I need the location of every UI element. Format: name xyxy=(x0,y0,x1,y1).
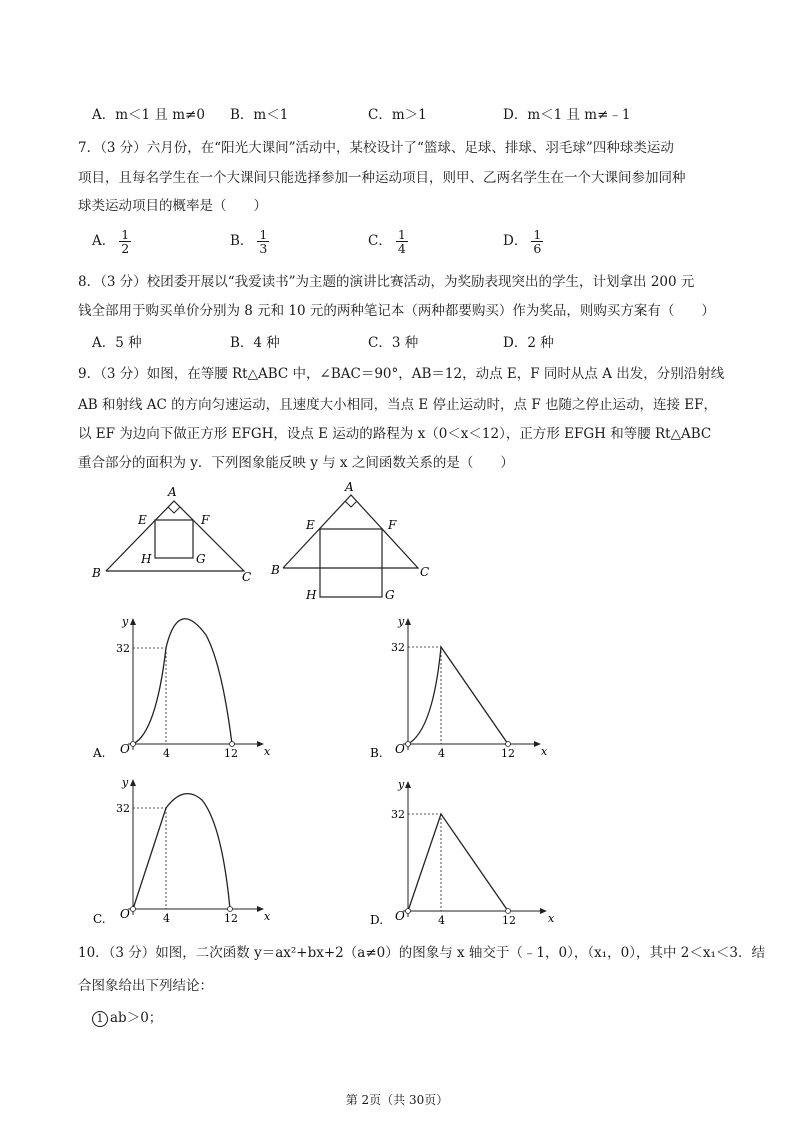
q8-option-a: A．5 种 xyxy=(92,335,142,351)
x-label: x xyxy=(548,912,555,925)
y-tick-32: 32 xyxy=(116,642,130,655)
label-a: A xyxy=(345,480,354,494)
q10-item-1: 1 ab＞0； xyxy=(92,1009,162,1027)
label-a: A xyxy=(168,485,177,499)
label-g: G xyxy=(196,552,206,566)
x-arrow xyxy=(257,906,264,912)
q7-option-d: D． $\frac{1}{6}$ xyxy=(503,227,542,256)
q9-graph-b xyxy=(365,605,555,760)
label-f: F xyxy=(388,518,397,532)
label-g: G xyxy=(385,588,395,602)
label-e: E xyxy=(306,518,315,532)
square-efgh xyxy=(320,529,382,597)
q8-line-1: 8．（3 分）校团委开展以“我爱读书”为主题的演讲比赛活动，为奖励表现突出的学生，计划拿出 200 元 xyxy=(78,274,695,290)
curve xyxy=(408,647,508,744)
origin-label: O xyxy=(120,907,130,921)
y-label: y xyxy=(398,778,405,791)
square-efgh xyxy=(155,520,193,558)
origin-label: O xyxy=(395,909,405,923)
y-tick-32: 32 xyxy=(391,808,405,821)
x-arrow xyxy=(534,741,541,747)
label-b: B xyxy=(92,566,101,580)
q9-line-2: AB 和射线 AC 的方向匀速运动，且速度大小相同，当点 E 停止运动时，点 F 也随之停止运动，连接 EF， xyxy=(78,397,718,413)
q10-line-1: 10．（3 分）如图，二次函数 y＝ax²+bx+2（a≠0）的图象与 x 轴交于（﹣1，0），（x₁，0），其中 2＜x₁＜3．结 xyxy=(78,945,765,961)
origin-label: O xyxy=(395,742,405,756)
x-tick-12: 12 xyxy=(501,747,515,760)
q6-option-d: D．m＜1 且 m≠﹣1 xyxy=(503,107,631,123)
point-origin xyxy=(406,909,411,914)
q7-option-a: A． $\frac{1}{2}$ xyxy=(92,227,130,256)
page-footer: 第 2页（共 30页） xyxy=(345,1093,449,1107)
label-e: E xyxy=(138,513,147,527)
q8-line-2: 钱全部用于购买单价分别为 8 元和 10 元的两种笔记本（两种都要购买）作为奖品，则购买方案有（ ） xyxy=(78,303,715,319)
y-tick-32: 32 xyxy=(391,641,405,654)
q7-line-1: 7．（3 分）六月份，在“阳光大课间”活动中，某校设计了“篮球、足球、排球、羽毛球”四种球类运动 xyxy=(78,140,674,156)
curve xyxy=(133,794,230,909)
option-label-c: C. xyxy=(93,912,106,926)
curve xyxy=(408,814,508,911)
x-tick-12: 12 xyxy=(224,912,238,925)
q8-option-c: C．3 种 xyxy=(368,335,419,351)
x-tick-4: 4 xyxy=(438,747,445,760)
q6-option-a: A．m＜1 且 m≠0 xyxy=(92,107,205,123)
q9-line-3: 以 EF 为边向下做正方形 EFGH，设点 E 运动的路程为 x（0＜x＜12），正方形 EFGH 和等腰 Rt△ABC xyxy=(78,426,712,442)
point-12 xyxy=(506,909,511,914)
q6-option-b: B．m＜1 xyxy=(230,107,289,123)
y-arrow xyxy=(130,618,136,625)
q7-line-3: 球类运动项目的概率是（ ） xyxy=(78,198,267,214)
right-angle-mark xyxy=(168,507,180,513)
y-arrow xyxy=(405,618,411,625)
curve xyxy=(133,619,232,744)
option-label-d: D. xyxy=(370,913,384,927)
origin-label: O xyxy=(120,742,130,756)
label-f: F xyxy=(201,513,210,527)
q9-graph-d xyxy=(365,770,555,925)
q7-line-2: 项目，且每名学生在一个大课间只能选择参加一种运动项目，则甲、乙两名学生在一个大课间参加同种 xyxy=(78,170,686,186)
option-label-a: A. xyxy=(93,746,106,760)
q7-option-c: C． $\frac{1}{4}$ xyxy=(368,227,406,256)
x-arrow xyxy=(257,741,264,747)
label-h: H xyxy=(306,588,317,602)
point-12 xyxy=(506,742,511,747)
x-label: x xyxy=(541,745,548,758)
label-c: C xyxy=(420,565,430,579)
point-12 xyxy=(228,907,233,912)
label-h: H xyxy=(141,552,152,566)
label-c: C xyxy=(242,570,252,584)
q6-option-c: C．m＞1 xyxy=(368,107,427,123)
x-tick-12: 12 xyxy=(224,747,238,760)
q8-option-b: B．4 种 xyxy=(230,335,280,351)
x-tick-12: 12 xyxy=(502,914,516,927)
q9-figure-2 xyxy=(268,480,443,605)
y-label: y xyxy=(398,615,405,628)
q7-option-b: B． $\frac{1}{3}$ xyxy=(230,227,268,256)
x-label: x xyxy=(264,910,271,923)
q8-option-d: D．2 种 xyxy=(503,335,554,351)
q9-line-4: 重合部分的面积为 y．下列图象能反映 y 与 x 之间函数关系的是（ ） xyxy=(78,455,514,471)
point-origin xyxy=(406,742,411,747)
point-origin xyxy=(131,742,136,747)
x-tick-4: 4 xyxy=(438,914,445,927)
y-label: y xyxy=(122,776,129,789)
x-label: x xyxy=(264,745,271,758)
option-label-b: B. xyxy=(370,746,383,760)
y-arrow xyxy=(130,779,136,786)
q9-graph-a xyxy=(88,605,278,760)
q9-graph-c xyxy=(88,770,278,925)
circled-number-1: 1 xyxy=(92,1011,108,1027)
point-origin xyxy=(131,907,136,912)
x-arrow xyxy=(540,908,547,914)
y-label: y xyxy=(122,615,129,628)
q9-line-1: 9．（3 分）如图，在等腰 Rt△ABC 中，∠BAC＝90°，AB＝12，动点 E，F 同时从点 A 出发，分别沿射线 xyxy=(78,366,725,382)
label-b: B xyxy=(271,563,280,577)
x-tick-4: 4 xyxy=(163,747,170,760)
q9-figure-1 xyxy=(88,482,268,582)
q10-line-2: 合图象给出下列结论： xyxy=(78,978,213,994)
point-12 xyxy=(230,742,235,747)
x-tick-4: 4 xyxy=(163,912,170,925)
y-arrow xyxy=(405,781,411,788)
right-angle-mark xyxy=(345,501,357,507)
y-tick-32: 32 xyxy=(116,802,130,815)
